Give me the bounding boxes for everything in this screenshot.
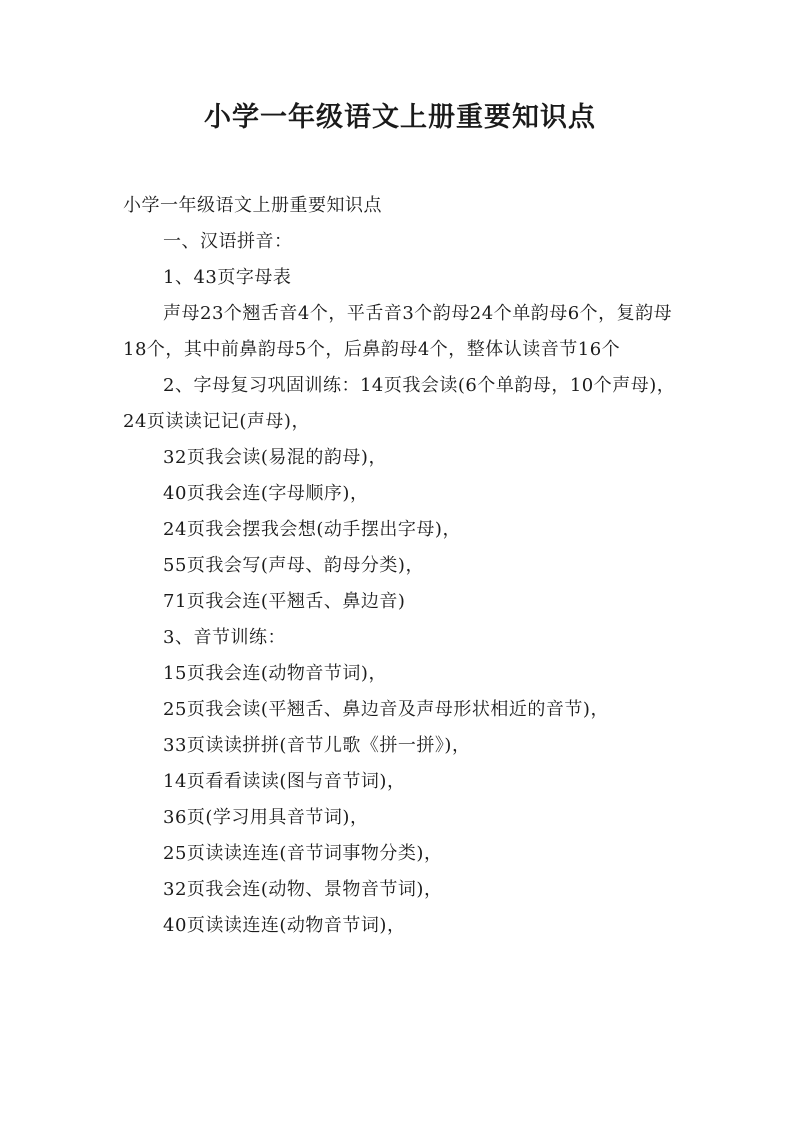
document-title: 小学一年级语文上册重要知识点	[204, 102, 596, 133]
paragraph: 25页我会读(平翘舌、鼻边音及声母形状相近的音节)，	[163, 699, 609, 720]
document-body	[123, 188, 683, 944]
paragraph: 55页我会写(声母、韵母分类)，	[163, 555, 424, 576]
paragraph: 25页读读连连(音节词事物分类)，	[163, 843, 443, 864]
paragraph: 1、43页字母表	[163, 267, 292, 288]
paragraph: 40页我会连(字母顺序)，	[163, 483, 369, 504]
paragraph: 33页读读拼拼(音节儿歌《拼一拼》)，	[163, 735, 471, 756]
paragraph: 36页(学习用具音节词)，	[163, 807, 369, 828]
paragraph: 3、音节训练：	[163, 627, 286, 648]
paragraph: 32页我会读(易混的韵母)，	[163, 447, 387, 468]
paragraph: 声母23个翘舌音4个，平舌音3个韵母24个单韵母6个，复韵母18个，其中前鼻韵母5个，后鼻韵母4个，整体认读音节16个	[123, 303, 673, 360]
paragraph: 15页我会连(动物音节词)，	[163, 663, 387, 684]
paragraph-subtitle: 小学一年级语文上册重要知识点	[123, 195, 382, 216]
paragraph: 24页我会摆我会想(动手摆出字母)，	[163, 519, 461, 540]
paragraph: 2、字母复习巩固训练：14页我会读(6个单韵母，10个声母)，24页读读记记(声母)，	[123, 375, 676, 432]
paragraph: 14页看看读读(图与音节词)，	[163, 771, 406, 792]
paragraph: 40页读读连连(动物音节词)，	[163, 915, 406, 936]
paragraph-section-heading: 一、汉语拼音：	[163, 231, 293, 252]
paragraph: 32页我会连(动物、景物音节词)，	[163, 879, 443, 900]
paragraph: 71页我会连(平翘舌、鼻边音)	[163, 591, 406, 612]
